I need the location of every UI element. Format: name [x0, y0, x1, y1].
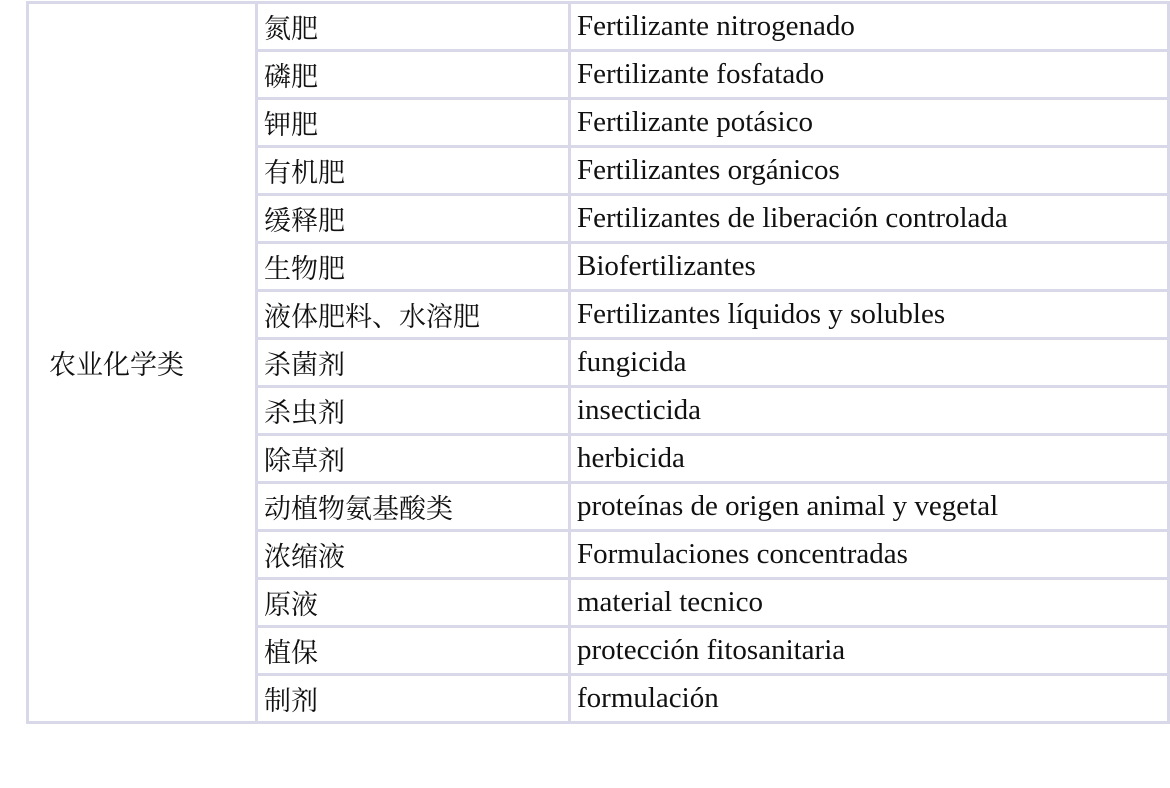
term-es: protección fitosanitaria: [570, 627, 1169, 675]
term-es: formulación: [570, 675, 1169, 723]
category-cell: 农业化学类: [28, 3, 257, 723]
term-zh: 植保: [257, 627, 570, 675]
term-es: Fertilizante potásico: [570, 99, 1169, 147]
glossary-body: [28, 3, 1169, 723]
term-zh: 生物肥: [257, 243, 570, 291]
term-zh: 液体肥料、水溶肥: [257, 291, 570, 339]
term-es: Fertilizantes orgánicos: [570, 147, 1169, 195]
term-zh: 除草剂: [257, 435, 570, 483]
term-es: Fertilizante nitrogenado: [570, 3, 1169, 51]
term-es: herbicida: [570, 435, 1169, 483]
term-zh: 有机肥: [257, 147, 570, 195]
term-zh: 杀菌剂: [257, 339, 570, 387]
term-zh: 杀虫剂: [257, 387, 570, 435]
term-zh: 氮肥: [257, 3, 570, 51]
term-es: Fertilizante fosfatado: [570, 51, 1169, 99]
table-row: [28, 3, 1169, 51]
term-zh: 动植物氨基酸类: [257, 483, 570, 531]
term-es: Fertilizantes líquidos y solubles: [570, 291, 1169, 339]
term-zh: 缓释肥: [257, 195, 570, 243]
glossary-table: [26, 1, 1170, 724]
term-es: Biofertilizantes: [570, 243, 1169, 291]
term-es: Fertilizantes de liberación controlada: [570, 195, 1169, 243]
term-zh: 浓缩液: [257, 531, 570, 579]
term-es: material tecnico: [570, 579, 1169, 627]
term-es: fungicida: [570, 339, 1169, 387]
term-zh: 制剂: [257, 675, 570, 723]
term-es: Formulaciones concentradas: [570, 531, 1169, 579]
term-zh: 钾肥: [257, 99, 570, 147]
term-es: proteínas de origen animal y vegetal: [570, 483, 1169, 531]
term-zh: 磷肥: [257, 51, 570, 99]
term-zh: 原液: [257, 579, 570, 627]
term-es: insecticida: [570, 387, 1169, 435]
